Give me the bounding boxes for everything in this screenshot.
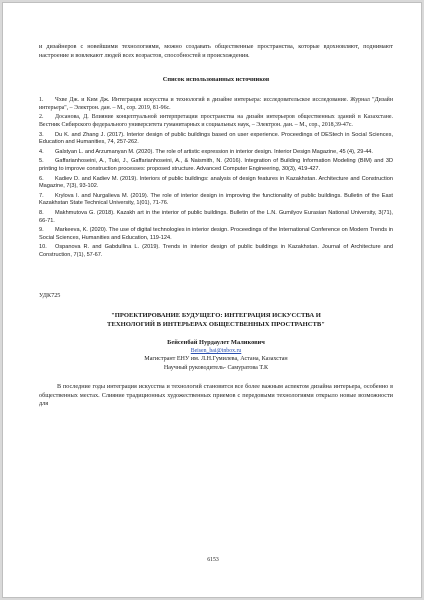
reference-number: 10. <box>39 244 47 251</box>
reference-text: Krylova I. and Nurgalieva M. (2019). The role of interior design in improving the functionality of public buildings. Bulletin of the East Kazakhstan State Technical University, 1(01), 71-76. <box>39 192 393 207</box>
reference-number: 2. <box>39 114 44 121</box>
reference-number: 3. <box>39 131 44 138</box>
reference-text: Чхве Дж. и Ким Дж. Интеграция искусства и технологий в дизайне интерьера: исследовательское исследование. Журнал "Дизайн интерьера", – Электрон. дан. – М., сор. 2019, 81-96с. <box>39 97 393 111</box>
reference-text: Kadiev D. and Kadiev M. (2019). Interiors of public buildings: analysis of design features in Kazakhstan. Architecture and Construction Magazine, 7(3), 93-102. <box>39 175 393 190</box>
page-number: 6153 <box>207 557 219 563</box>
article-title-line-2: ТЕХНОЛОГИЙ В ИНТЕРЬЕРАХ ОБЩЕСТВЕННЫХ ПРОСТРАНСТВ" <box>107 321 325 329</box>
reference-number: 5. <box>39 158 44 165</box>
reference-text: Ospanova R. and Gabdullina L. (2019). Trends in interior design of public buildings in Kazakhstan. Journal of Architecture and Construction, 7(1), 57-67. <box>39 244 393 258</box>
body-paragraph: В последние годы интеграция искусства и технологий становится все более важным аспектом дизайна интерьера, особенно в общественных местах. Слияние традиционных художественных приемов с передовыми технологиями открыло новые возможности для <box>39 383 393 408</box>
references-title: Список использованных источников <box>162 76 270 84</box>
page-content <box>39 43 393 409</box>
reference-text: Gaffarianhoseini, A., Tuki, J., Gaffarianhoseini, A., & Naismith, N. (2016). Integration of Building Information Modeling (BIM) and 3D printing to improve construction processes: proposed structure. Advanced Computer Engineering, 30(3), 419-427. <box>39 158 393 172</box>
reference-number: 6. <box>39 175 44 182</box>
author-affiliation: Магистрант ЕНУ им. Л.Н.Гумилева, Астана, Казахстан <box>144 356 288 363</box>
reference-item <box>39 158 393 173</box>
reference-number: 8. <box>39 209 44 216</box>
reference-text: Досанова, Д. Влияние концептуальной интерпретации пространства на дизайн интерьеров общественных зданий в Казахстане. Вестник Сибирского федерального университета гуманитарных и социальных наук, – Электрон. дан. – М., сор., 2018,39-47с. <box>39 114 393 128</box>
reference-item <box>39 114 393 129</box>
reference-item <box>39 210 393 225</box>
reference-text: Du K. and Zhang J. (2017). Interior design of public buildings based on user experience. Proceedings of DEStech in Social Sciences, Education and Humanities, 74, 257-262. <box>39 131 393 146</box>
reference-number: 7. <box>39 192 44 199</box>
author-email-link[interactable]: Beisen_bai@inbox.ru <box>190 348 242 355</box>
references-list <box>39 97 393 259</box>
article-title-line-1: "ПРОЕКТИРОВАНИЕ БУДУЩЕГО: ИНТЕГРАЦИЯ ИСКУССТВА И <box>111 312 321 320</box>
document-page <box>2 2 422 598</box>
reference-number: 1. <box>39 97 44 104</box>
reference-text: Makhmutova G. (2018). Kazakh art in the interior of public buildings. Bulletin of the L.N. Gumilyov Eurasian National University, 3(71), 66-71. <box>39 209 393 224</box>
author-name: Бейсенбай Нурдаулет Маликович <box>167 339 265 347</box>
udk-code: УДК725 <box>39 292 61 300</box>
reference-item <box>39 244 393 259</box>
reference-item <box>39 227 393 242</box>
reference-item <box>39 132 393 147</box>
intro-paragraph: и дизайнеров с новейшими технологиями, можно создавать общественные пространства, которые вдохновляют, поднимают настроение и вовлекают людей всех возрастов, способностей и происхождения. <box>39 43 393 59</box>
reference-item <box>39 149 393 157</box>
reference-item <box>39 193 393 208</box>
article-title <box>39 311 393 329</box>
supervisor: Научный руководитель- Самуратова Т.К <box>163 365 269 372</box>
reference-text: Galstyan L. and Arzumanyan M. (2020). The role of artistic expression in interior design. Interior Design Magazine, 45 (4), 29-44. <box>55 148 373 155</box>
reference-number: 9. <box>39 227 44 234</box>
reference-text: Markeeva, K. (2020). The use of digital technologies in interior design. Proceedings of the International Conference on Modern Trends in Social Sciences, Humanities and Education, 119-124. <box>39 227 393 241</box>
reference-item <box>39 97 393 112</box>
reference-item <box>39 176 393 191</box>
reference-number: 4. <box>39 148 44 155</box>
